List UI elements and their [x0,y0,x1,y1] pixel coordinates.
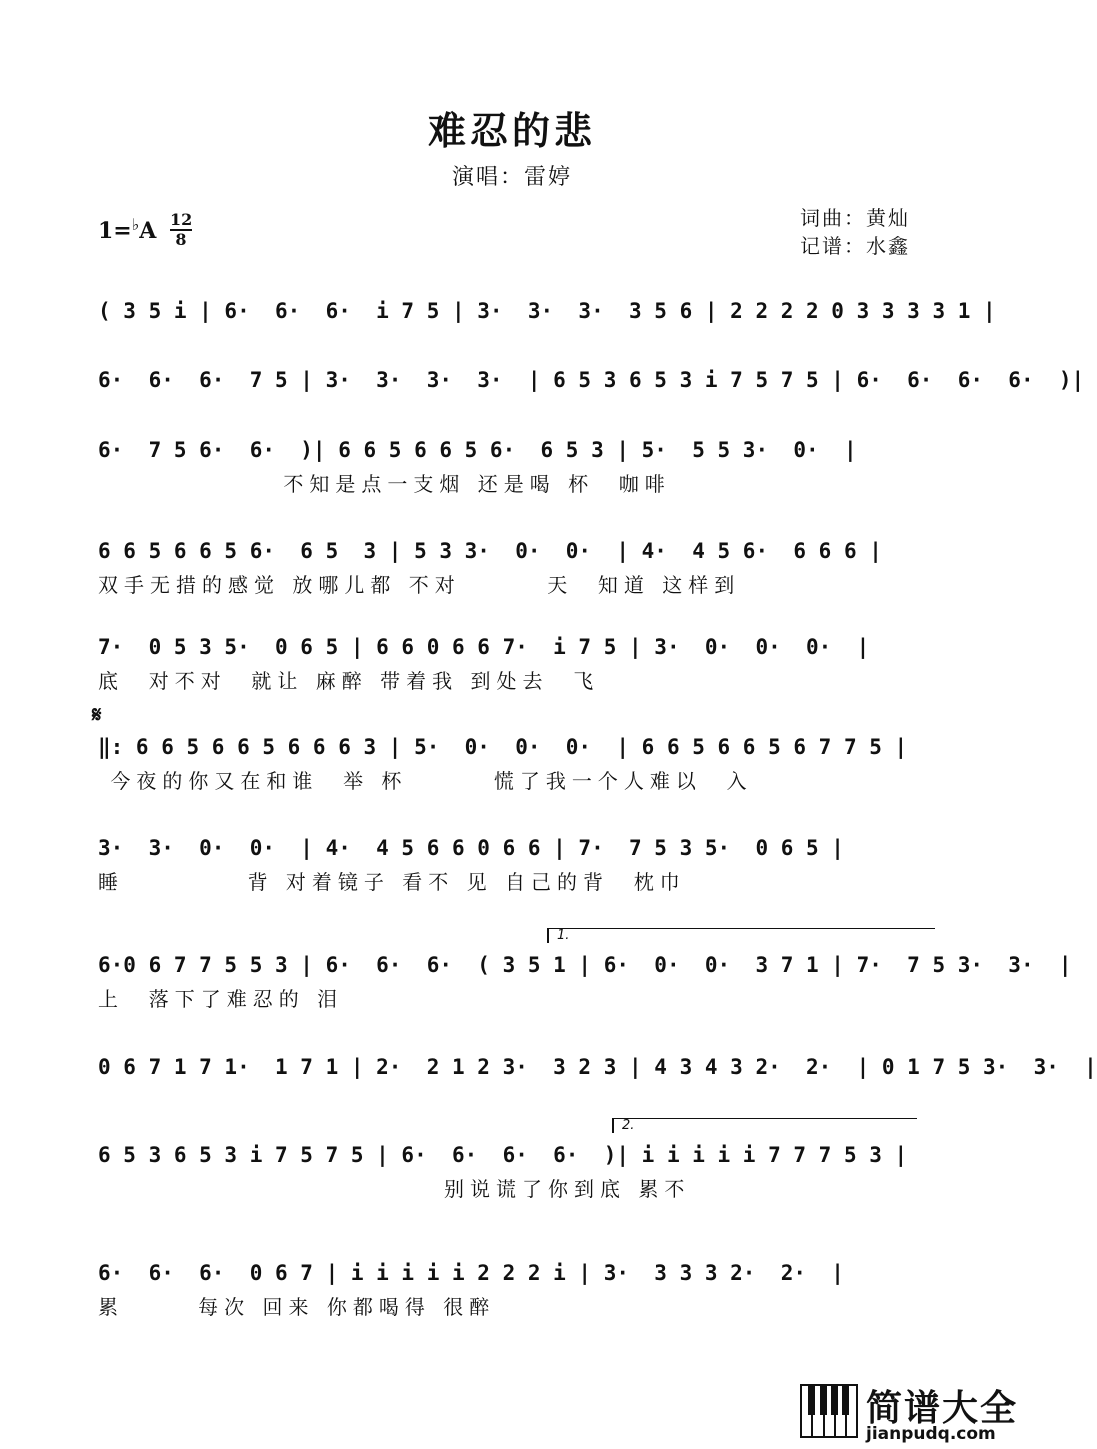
watermark-brand: 简谱大全 [866,1388,1019,1429]
key-flat: ♭ [131,215,140,234]
lyrics-line: 上 落下了难忍的 泪 [98,987,344,1011]
notes-line: ‖: 6 6 5 6 6 5 6 6 6 3 | 5· 0· 0· 0· | 6 6 5 6 6 5 6 7 7 5 | [98,735,908,759]
notes-line: 6 5 3 6 5 3 i 7 5 7 5 | 6· 6· 6· 6· )| i i i i i 7 7 7 5 3 | [98,1143,908,1167]
lyrics-line: 不知是点一支烟 还是喝 杯 咖啡 [98,472,671,496]
lyricist-credit: 词曲：黄灿 [800,206,910,230]
notes-line: 7· 0 5 3 5· 0 6 5 | 6 6 0 6 6 7· i 7 5 | 3· 0· 0· 0· | [98,635,870,659]
volta-second-ending: 2. [612,1118,917,1133]
key-prefix: 1= [98,218,132,244]
piano-keys-icon [800,1384,858,1438]
credits [800,204,910,260]
key-signature [98,215,156,244]
notes-line: ( 3 5 i | 6· 6· 6· i 7 5 | 3· 3· 3· 3 5 6 | 2 2 2 2 0 3 3 3 3 1 | [98,299,996,323]
volta-first-ending: 1. [547,928,935,943]
notes-line: 0 6 7 1 7 1· 1 7 1 | 2· 2 1 2 3· 3 2 3 | 4 3 4 3 2· 2· | 0 1 7 5 3· 3· | [98,1055,1097,1079]
lyrics-line: 双手无措的感觉 放哪儿都 不对 天 知道 这样到 [98,573,741,597]
meter-top: 12 [170,210,193,229]
transcriber-credit: 记谱：水鑫 [800,234,910,258]
notes-line: 6 6 5 6 6 5 6· 6 5 3 | 5 3 3· 0· 0· | 4· 4 5 6· 6 6 6 | [98,539,882,563]
lyrics-line: 别说谎了你到底 累不 [98,1177,691,1201]
lyrics-line: 累 每次 回来 你都喝得 很醉 [98,1295,496,1319]
singer-credit: 演唱：雷婷 [451,165,572,190]
lyrics-line: 睡 背 对着镜子 看不 见 自己的背 枕巾 [98,870,686,894]
key-note: A [139,218,157,244]
segno-sign: 𝄋 [92,703,102,728]
lyrics-line: 今夜的你又在和谁 举 杯 慌了我一个人难以 入 [98,769,753,793]
song-title: 难忍的悲 [427,108,596,153]
site-watermark [800,1380,1024,1449]
notes-line: 6· 6· 6· 7 5 | 3· 3· 3· 3· | 6 5 3 6 5 3 i 7 5 7 5 | 6· 6· 6· 6· )| [98,368,1085,392]
time-signature [170,212,192,248]
notes-line: 6· 7 5 6· 6· )| 6 6 5 6 6 5 6· 6 5 3 | 5· 5 5 3· 0· | [98,438,857,462]
meter-bottom: 8 [175,230,187,249]
lyrics-line: 底 对不对 就让 麻醉 带着我 到处去 飞 [98,669,600,693]
notes-line: 3· 3· 0· 0· | 4· 4 5 6 6 0 6 6 | 7· 7 5 3 5· 0 6 5 | [98,836,844,860]
notes-line: 6·0 6 7 7 5 5 3 | 6· 6· 6· ( 3 5 1 | 6· 0· 0· 3 7 1 | 7· 7 5 3· 3· | [98,953,1072,977]
watermark-url: jianpudq.com [866,1424,996,1444]
notes-line: 6· 6· 6· 0 6 7 | i i i i i 2 2 2 i | 3· 3 3 3 2· 2· | [98,1261,844,1285]
